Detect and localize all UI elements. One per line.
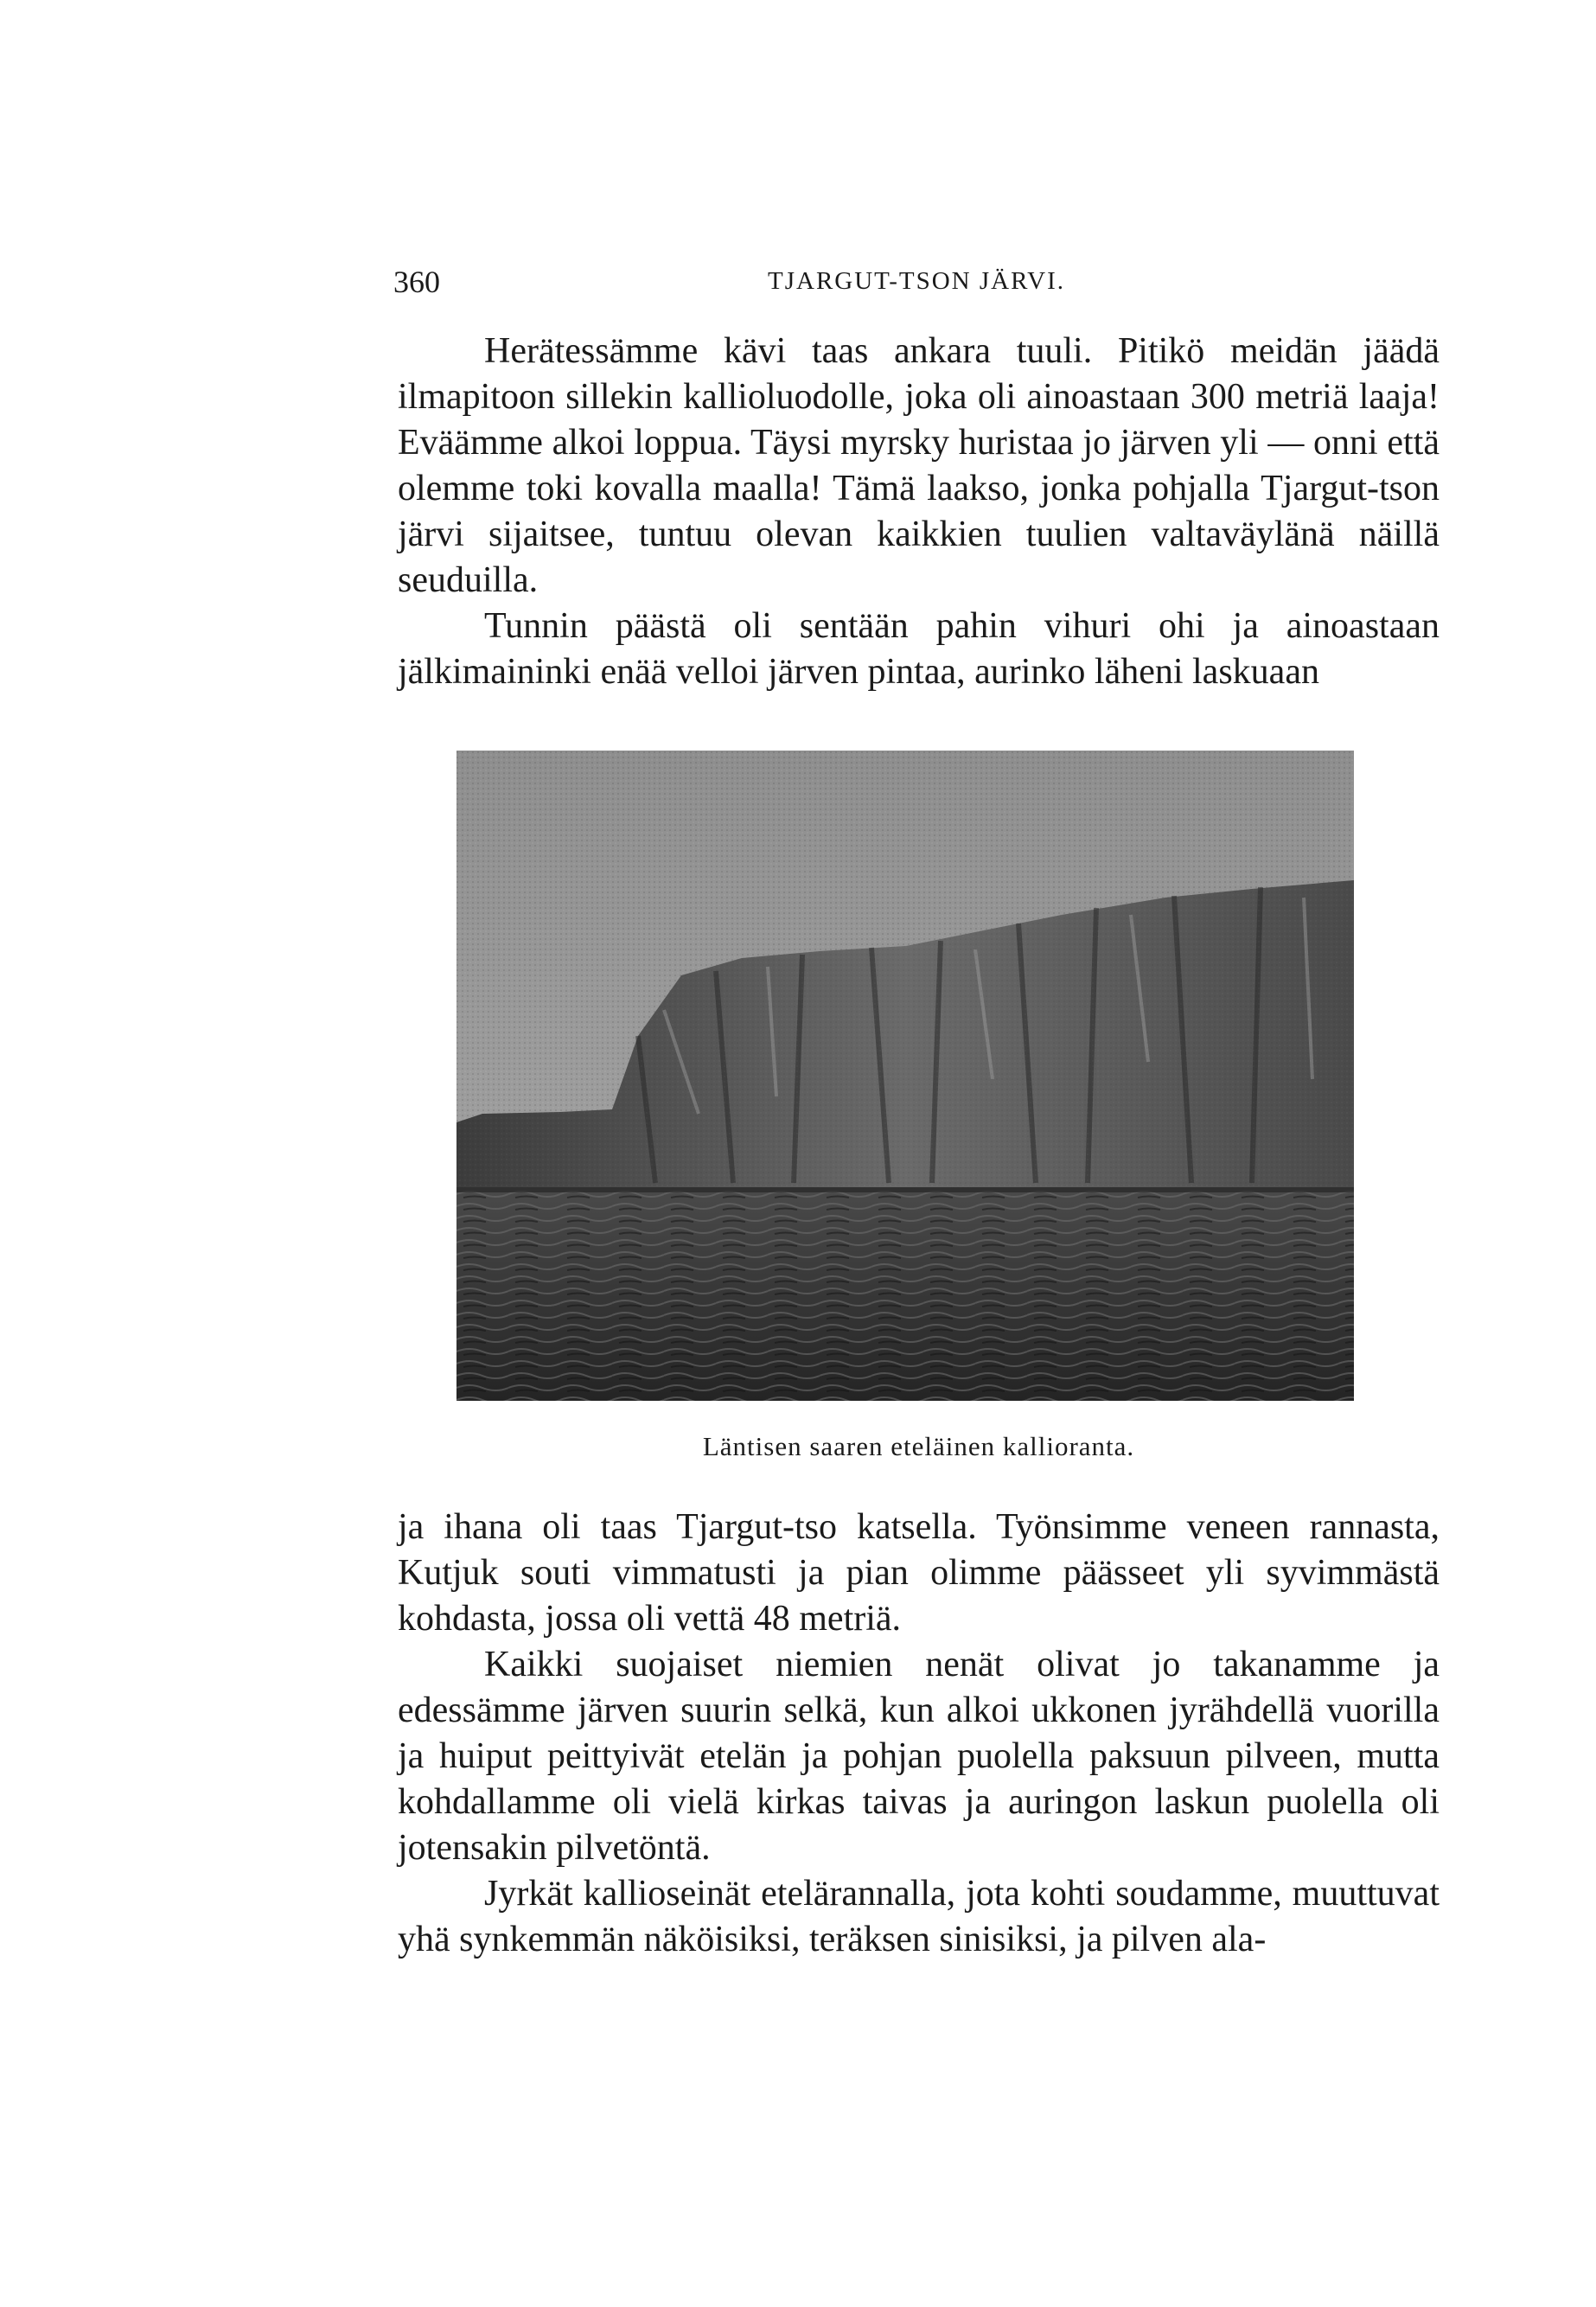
text-block-bottom [398,1505,1440,1963]
cliff-shore-photo [456,751,1354,1401]
paragraph: Herätessämme kävi taas ankara tuuli. Pitikö meidän jäädä ilmapitoon sillekin kallioluodolle, joka oli ainoastaan 300 metriä laaja! Eväämme alkoi loppua. Täysi myrsky huristaa jo järven yli — onni että olemme toki kovalla maalla! Tämä laakso, jonka pohjalla Tjargut-tson järvi sijaitsee, tuntuu olevan kaikkien tuulien valtaväylänä näillä seuduilla. [398,331,1440,600]
photo-illustration [456,751,1354,1401]
running-title: TJARGUT-TSON JÄRVI. [768,267,1065,295]
paragraph: ja ihana oli taas Tjargut-tso katsella. Työnsimme veneen rannasta, Kutjuk souti vimmatusti ja pian olimme päässeet yli syvimmästä kohdasta, jossa oli vettä 48 metriä. [398,1507,1440,1639]
page-number: 360 [393,265,440,299]
paragraph: Tunnin päästä oli sentään pahin vihuri ohi ja ainoastaan jälkimaininki enää velloi järven pintaa, aurinko läheni laskuaan [398,606,1440,692]
paragraph: Jyrkät kallioseinät etelärannalla, jota kohti soudamme, muuttuvat yhä synkemmän näköisiksi, teräksen sinisiksi, ja pilven ala- [398,1874,1440,1959]
figure-caption: Läntisen saaren eteläinen kallioranta. [702,1431,1135,1461]
page-header [393,264,1440,307]
text-block-top [398,329,1440,695]
paragraph: Kaikki suojaiset niemien nenät olivat jo takanamme ja edessämme järven suurin selkä, kun alkoi ukkonen jyrähdellä vuorilla ja huiput peittyivät etelän ja pohjan puolella paksuun pilveen, mutta kohdallamme oli vielä kirkas taivas ja auringon laskun puolella oli jotensakin pilvetöntä. [398,1645,1440,1868]
